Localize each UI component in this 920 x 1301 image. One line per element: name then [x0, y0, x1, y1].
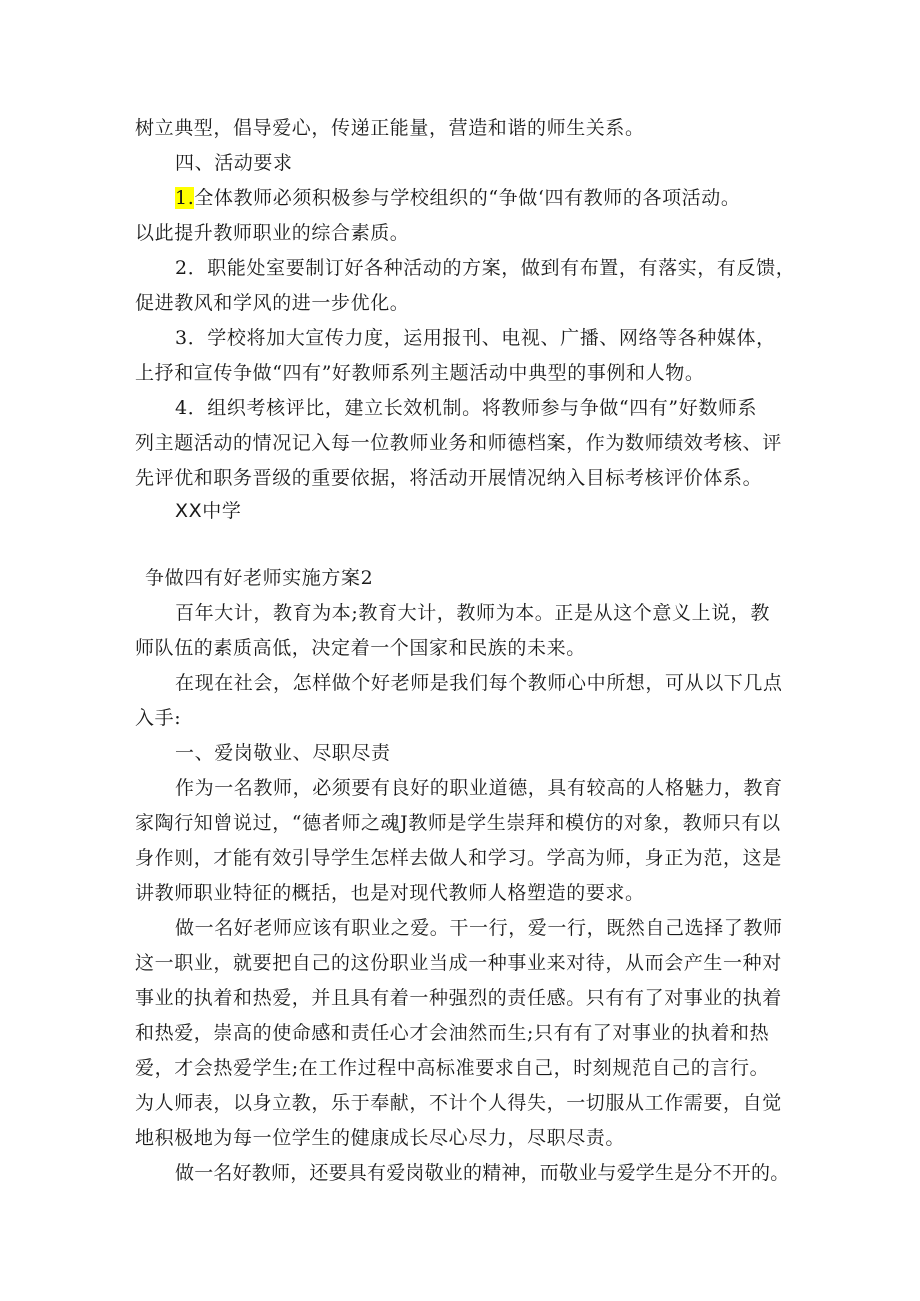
- p4-line-2: 这一职业，就要把自己的这份职业当成一种事业来对待，从而会产生一种对: [135, 952, 782, 974]
- item-1-text: 全体教师必须积极参与学校组织的“争做‘四有教师的各项活动。: [194, 187, 741, 209]
- p4-line-5: 爱，才会热爱学生;在工作过程中高标准要求自己，时刻规范自己的言行。: [135, 1057, 770, 1079]
- signature-school: XX中学: [175, 500, 242, 522]
- p2-line-1: 在现在社会，怎样做个好老师是我们每个教师心中所想，可从以下几点: [175, 672, 783, 694]
- item-1-second-line: 以此提升教师职业的综合素质。: [135, 222, 410, 244]
- p3-line-3: 身作则，才能有效引导学生怎样去做人和学习。学高为师，身正为范，这是: [135, 847, 782, 869]
- p4-line-1: 做一名好老师应该有职业之爱。干一行，爱一行，既然自己选择了教师: [175, 917, 783, 939]
- p4-line-6: 为人师表，以身立教，乐于奉献，不计个人得失，一切服从工作需要，自觉: [135, 1092, 782, 1114]
- p1-line-2: 师队伍的素质高低，决定着一个国家和民族的未来。: [135, 637, 586, 659]
- p4-line-4: 和热爱，崇高的使命感和责任心才会油然而生;只有有了对事业的执着和热: [135, 1022, 770, 1044]
- p4-line-3: 事业的执着和热爱，并且具有着一种强烈的责任感。只有有了对事业的执着: [135, 987, 782, 1009]
- p1-line-1: 百年大计，教育为本;教育大计，教师为本。正是从这个意义上说，教: [175, 602, 771, 624]
- item-1-first-line: [175, 185, 740, 211]
- p4-line-7: 地积极地为每一位学生的健康成长尽心尽力，尽职尽责。: [135, 1127, 626, 1149]
- p3-line-1: 作为一名教师，必须要有良好的职业道德，具有较高的人格魅力，教育: [175, 777, 783, 799]
- item-4-first-line: 4．组织考核评比，建立长效机制。将教师参与争做“四有”好数师系: [175, 397, 758, 419]
- p5-line-1: 做一名好教师，还要具有爱岗敬业的精神，而敬业与爱学生是分不开的。: [175, 1162, 790, 1184]
- item-3-second-line: 上抒和宣传争做“四有”好教师系列主题活动中典型的事例和人物。: [135, 362, 705, 384]
- item-2-second-line: 促进教风和学风的进一步优化。: [135, 292, 410, 314]
- item-2-first-line: 2．职能处室要制订好各种活动的方案，做到有布置，有落实，有反馈，: [175, 257, 796, 279]
- section-2-title: 争做四有好老师实施方案2: [145, 567, 374, 589]
- intro-line: 树立典型，倡导爱心，传递正能量，营造和谐的师生关系。: [135, 117, 645, 139]
- p2-line-2: 入手:: [135, 707, 182, 729]
- item-4-second-line: 列主题活动的情况记入每一位教师业务和师德档案，作为数师绩效考核、评: [135, 432, 782, 454]
- item-4-third-line: 先评优和职务晋级的重要依据，将活动开展情况纳入目标考核评价体系。: [135, 467, 763, 489]
- item-3-first-line: 3．学校将加大宣传力度，运用报刊、电视、广播、网络等各种媒体，: [175, 327, 776, 349]
- p3-line-2: 家陶行知曾说过，“德者师之魂J教师是学生崇拜和模仿的对象，教师只有以: [135, 812, 781, 834]
- section-heading-requirements: 四、活动要求: [175, 152, 293, 174]
- highlighted-number: 1.: [175, 187, 195, 209]
- heading-dedication: 一、爱岗敬业、尽职尽责: [175, 742, 391, 764]
- p3-line-4: 讲教师职业特征的概括，也是对现代教师人格塑造的要求。: [135, 882, 645, 904]
